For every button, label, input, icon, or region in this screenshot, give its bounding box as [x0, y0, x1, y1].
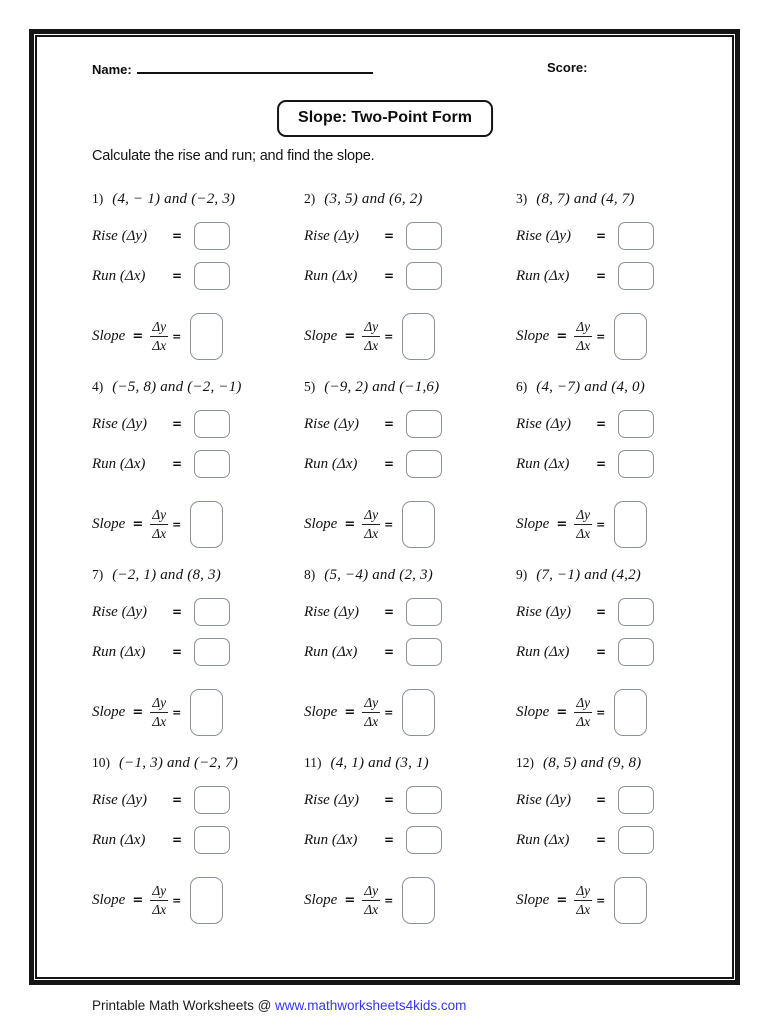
run-equals: = [384, 645, 395, 659]
problem-item [516, 186, 706, 374]
fraction-denominator: Δx [576, 337, 591, 353]
run-label: Run (Δx) [92, 267, 146, 284]
rise-answer-box[interactable] [194, 786, 230, 814]
delta-fraction [574, 883, 592, 916]
delta-fraction [574, 319, 592, 352]
slope-equals: = [344, 516, 356, 532]
slope-equals: = [556, 516, 568, 532]
rise-row [304, 592, 494, 632]
slope-equals: = [132, 516, 144, 532]
slope-row [92, 872, 282, 928]
slope-label: Slope [516, 703, 550, 720]
fraction-numerator: Δy [150, 507, 168, 524]
run-equals: = [384, 457, 395, 471]
slope-answer-box[interactable] [402, 689, 435, 736]
rise-equals: = [384, 605, 395, 619]
slope-label: Slope [304, 327, 338, 344]
slope-label: Slope [92, 515, 126, 532]
slope-row [304, 496, 494, 552]
rise-equals: = [172, 229, 183, 243]
slope-label: Slope [92, 327, 126, 344]
rise-answer-box[interactable] [618, 410, 654, 438]
fraction-denominator: Δx [364, 713, 379, 729]
rise-label: Rise (Δy) [92, 415, 148, 432]
delta-fraction [574, 695, 592, 728]
problem-points: (8, 5) and (9, 8) [543, 755, 642, 771]
rise-equals: = [384, 793, 395, 807]
run-equals: = [172, 833, 183, 847]
problem-item [92, 750, 282, 938]
problem-number: 9) [516, 567, 528, 582]
problem-number: 2) [304, 191, 316, 206]
slope-label: Slope [92, 703, 126, 720]
problem-head [516, 378, 706, 404]
slope-label: Slope [304, 515, 338, 532]
slope-result-equals: = [384, 705, 394, 719]
run-row [516, 444, 706, 484]
rise-row [516, 216, 706, 256]
fraction-numerator: Δy [362, 319, 380, 336]
footer-prefix: Printable Math Worksheets @ [92, 998, 276, 1013]
rise-answer-box[interactable] [406, 598, 442, 626]
slope-result-equals: = [172, 705, 182, 719]
slope-equals: = [556, 328, 568, 344]
problem-head [516, 754, 706, 780]
problem-points: (4, − 1) and (−2, 3) [112, 191, 236, 207]
run-answer-box[interactable] [618, 450, 654, 478]
rise-label: Rise (Δy) [516, 603, 572, 620]
problem-number: 1) [92, 191, 104, 206]
slope-equals: = [344, 328, 356, 344]
fraction-numerator: Δy [574, 883, 592, 900]
run-row [516, 256, 706, 296]
delta-fraction [574, 507, 592, 540]
rise-label: Rise (Δy) [92, 603, 148, 620]
problem-item [304, 750, 494, 938]
run-row [304, 444, 494, 484]
problem-number: 7) [92, 567, 104, 582]
rise-label: Rise (Δy) [92, 227, 148, 244]
slope-row [304, 308, 494, 364]
slope-equals: = [132, 328, 144, 344]
fraction-denominator: Δx [152, 337, 167, 353]
run-equals: = [172, 645, 183, 659]
problem-item [516, 374, 706, 562]
rise-label: Rise (Δy) [516, 791, 572, 808]
problem-head [516, 190, 706, 216]
footer [92, 998, 466, 1013]
problem-number: 10) [92, 755, 110, 770]
rise-equals: = [596, 417, 607, 431]
fraction-numerator: Δy [150, 695, 168, 712]
fraction-denominator: Δx [576, 525, 591, 541]
delta-fraction [150, 319, 168, 352]
run-answer-box[interactable] [406, 262, 442, 290]
rise-equals: = [172, 605, 183, 619]
rise-row [516, 780, 706, 820]
rise-label: Rise (Δy) [92, 791, 148, 808]
problem-number: 12) [516, 755, 534, 770]
run-label: Run (Δx) [92, 455, 146, 472]
slope-result-equals: = [172, 893, 182, 907]
run-label: Run (Δx) [516, 267, 570, 284]
run-row [92, 632, 282, 672]
rise-row [516, 592, 706, 632]
rise-equals: = [596, 605, 607, 619]
run-label: Run (Δx) [516, 643, 570, 660]
run-equals: = [384, 269, 395, 283]
rise-answer-box[interactable] [618, 222, 654, 250]
fraction-denominator: Δx [364, 901, 379, 917]
slope-result-equals: = [172, 329, 182, 343]
slope-row [92, 308, 282, 364]
slope-answer-box[interactable] [614, 689, 647, 736]
fraction-numerator: Δy [362, 695, 380, 712]
problem-head [92, 566, 282, 592]
slope-equals: = [344, 704, 356, 720]
fraction-denominator: Δx [152, 901, 167, 917]
slope-result-equals: = [596, 517, 606, 531]
slope-answer-box[interactable] [614, 501, 647, 548]
slope-result-equals: = [596, 329, 606, 343]
problem-points: (−5, 8) and (−2, −1) [112, 379, 242, 395]
problem-number: 4) [92, 379, 104, 394]
fraction-numerator: Δy [574, 319, 592, 336]
name-blank-line[interactable] [137, 60, 373, 74]
run-answer-box[interactable] [194, 826, 230, 854]
run-equals: = [596, 645, 607, 659]
rise-row [304, 404, 494, 444]
delta-fraction [362, 883, 380, 916]
slope-answer-box[interactable] [190, 689, 223, 736]
slope-equals: = [344, 892, 356, 908]
problem-points: (−1, 3) and (−2, 7) [119, 755, 239, 771]
slope-label: Slope [304, 703, 338, 720]
run-equals: = [172, 457, 183, 471]
problem-head [304, 378, 494, 404]
delta-fraction [150, 695, 168, 728]
slope-label: Slope [304, 891, 338, 908]
run-row [92, 444, 282, 484]
rise-equals: = [172, 793, 183, 807]
problem-points: (4, −7) and (4, 0) [536, 379, 645, 395]
slope-result-equals: = [384, 517, 394, 531]
problem-item [516, 562, 706, 750]
slope-row [92, 684, 282, 740]
worksheet-title-box [277, 100, 493, 137]
rise-row [516, 404, 706, 444]
problem-points: (8, 7) and (4, 7) [536, 191, 635, 207]
slope-label: Slope [516, 327, 550, 344]
slope-equals: = [556, 892, 568, 908]
rise-equals: = [596, 793, 607, 807]
slope-equals: = [556, 704, 568, 720]
run-answer-box[interactable] [406, 638, 442, 666]
fraction-numerator: Δy [574, 695, 592, 712]
slope-result-equals: = [172, 517, 182, 531]
fraction-denominator: Δx [364, 337, 379, 353]
delta-fraction [150, 507, 168, 540]
fraction-denominator: Δx [364, 525, 379, 541]
rise-row [92, 780, 282, 820]
problem-head [516, 566, 706, 592]
problem-points: (3, 5) and (6, 2) [324, 191, 423, 207]
problem-item [304, 186, 494, 374]
slope-row [92, 496, 282, 552]
problem-head [92, 754, 282, 780]
name-row [92, 60, 373, 77]
fraction-numerator: Δy [150, 319, 168, 336]
problem-head [304, 754, 494, 780]
run-label: Run (Δx) [304, 455, 358, 472]
slope-answer-box[interactable] [614, 877, 647, 924]
rise-row [92, 216, 282, 256]
delta-fraction [150, 883, 168, 916]
run-label: Run (Δx) [516, 831, 570, 848]
problem-item [304, 562, 494, 750]
slope-equals: = [132, 892, 144, 908]
run-equals: = [172, 269, 183, 283]
slope-row [516, 872, 706, 928]
slope-row [304, 872, 494, 928]
problem-head [92, 378, 282, 404]
run-row [304, 632, 494, 672]
slope-row [304, 684, 494, 740]
rise-answer-box[interactable] [194, 222, 230, 250]
slope-answer-box[interactable] [190, 501, 223, 548]
fraction-denominator: Δx [576, 901, 591, 917]
delta-fraction [362, 319, 380, 352]
slope-result-equals: = [384, 329, 394, 343]
rise-answer-box[interactable] [194, 410, 230, 438]
slope-label: Slope [516, 515, 550, 532]
rise-answer-box[interactable] [618, 598, 654, 626]
slope-answer-box[interactable] [402, 877, 435, 924]
slope-result-equals: = [384, 893, 394, 907]
rise-answer-box[interactable] [618, 786, 654, 814]
rise-row [92, 404, 282, 444]
run-label: Run (Δx) [304, 267, 358, 284]
rise-label: Rise (Δy) [304, 415, 360, 432]
slope-answer-box[interactable] [402, 501, 435, 548]
slope-equals: = [132, 704, 144, 720]
problem-number: 5) [304, 379, 316, 394]
slope-result-equals: = [596, 893, 606, 907]
rise-row [304, 216, 494, 256]
run-equals: = [596, 457, 607, 471]
rise-label: Rise (Δy) [304, 791, 360, 808]
problem-head [304, 566, 494, 592]
slope-label: Slope [92, 891, 126, 908]
run-row [516, 820, 706, 860]
slope-answer-box[interactable] [190, 313, 223, 360]
slope-row [516, 684, 706, 740]
run-label: Run (Δx) [92, 643, 146, 660]
problem-points: (4, 1) and (3, 1) [330, 755, 429, 771]
rise-row [92, 592, 282, 632]
problem-item [304, 374, 494, 562]
fraction-denominator: Δx [576, 713, 591, 729]
problem-number: 8) [304, 567, 316, 582]
run-row [92, 256, 282, 296]
problem-item [92, 186, 282, 374]
problem-item [92, 562, 282, 750]
problem-number: 6) [516, 379, 528, 394]
run-answer-box[interactable] [194, 262, 230, 290]
run-answer-box[interactable] [618, 826, 654, 854]
score-label: Score: [547, 60, 588, 75]
run-answer-box[interactable] [618, 262, 654, 290]
name-label: Name: [92, 62, 132, 77]
run-answer-box[interactable] [618, 638, 654, 666]
run-label: Run (Δx) [304, 831, 358, 848]
run-row [516, 632, 706, 672]
run-row [304, 820, 494, 860]
rise-label: Rise (Δy) [516, 227, 572, 244]
rise-equals: = [384, 229, 395, 243]
rise-answer-box[interactable] [194, 598, 230, 626]
problem-head [304, 190, 494, 216]
footer-link[interactable]: www.mathworksheets4kids.com [275, 998, 467, 1013]
fraction-numerator: Δy [362, 507, 380, 524]
run-equals: = [596, 269, 607, 283]
instruction-text: Calculate the rise and run; and find the slope. [92, 148, 375, 164]
slope-answer-box[interactable] [614, 313, 647, 360]
problem-item [92, 374, 282, 562]
problem-head [92, 190, 282, 216]
fraction-numerator: Δy [574, 507, 592, 524]
problem-number: 11) [304, 755, 322, 770]
delta-fraction [362, 695, 380, 728]
fraction-denominator: Δx [152, 713, 167, 729]
run-label: Run (Δx) [92, 831, 146, 848]
problem-points: (−9, 2) and (−1,6) [324, 379, 440, 395]
rise-answer-box[interactable] [406, 410, 442, 438]
run-label: Run (Δx) [304, 643, 358, 660]
run-label: Run (Δx) [516, 455, 570, 472]
slope-label: Slope [516, 891, 550, 908]
problem-points: (7, −1) and (4,2) [536, 567, 642, 583]
run-equals: = [596, 833, 607, 847]
run-answer-box[interactable] [194, 450, 230, 478]
delta-fraction [362, 507, 380, 540]
problem-points: (−2, 1) and (8, 3) [112, 567, 221, 583]
rise-equals: = [172, 417, 183, 431]
slope-result-equals: = [596, 705, 606, 719]
fraction-numerator: Δy [150, 883, 168, 900]
rise-equals: = [384, 417, 395, 431]
slope-row [516, 496, 706, 552]
rise-equals: = [596, 229, 607, 243]
run-equals: = [384, 833, 395, 847]
problems-grid [92, 186, 706, 938]
problem-points: (5, −4) and (2, 3) [324, 567, 433, 583]
slope-answer-box[interactable] [190, 877, 223, 924]
run-row [304, 256, 494, 296]
worksheet-title: Slope: Two-Point Form [298, 109, 472, 126]
rise-answer-box[interactable] [406, 786, 442, 814]
run-answer-box[interactable] [194, 638, 230, 666]
slope-answer-box[interactable] [402, 313, 435, 360]
problem-item [516, 750, 706, 938]
rise-answer-box[interactable] [406, 222, 442, 250]
slope-row [516, 308, 706, 364]
run-answer-box[interactable] [406, 450, 442, 478]
run-row [92, 820, 282, 860]
rise-row [304, 780, 494, 820]
rise-label: Rise (Δy) [304, 227, 360, 244]
rise-label: Rise (Δy) [516, 415, 572, 432]
problem-number: 3) [516, 191, 528, 206]
fraction-denominator: Δx [152, 525, 167, 541]
fraction-numerator: Δy [362, 883, 380, 900]
run-answer-box[interactable] [406, 826, 442, 854]
rise-label: Rise (Δy) [304, 603, 360, 620]
